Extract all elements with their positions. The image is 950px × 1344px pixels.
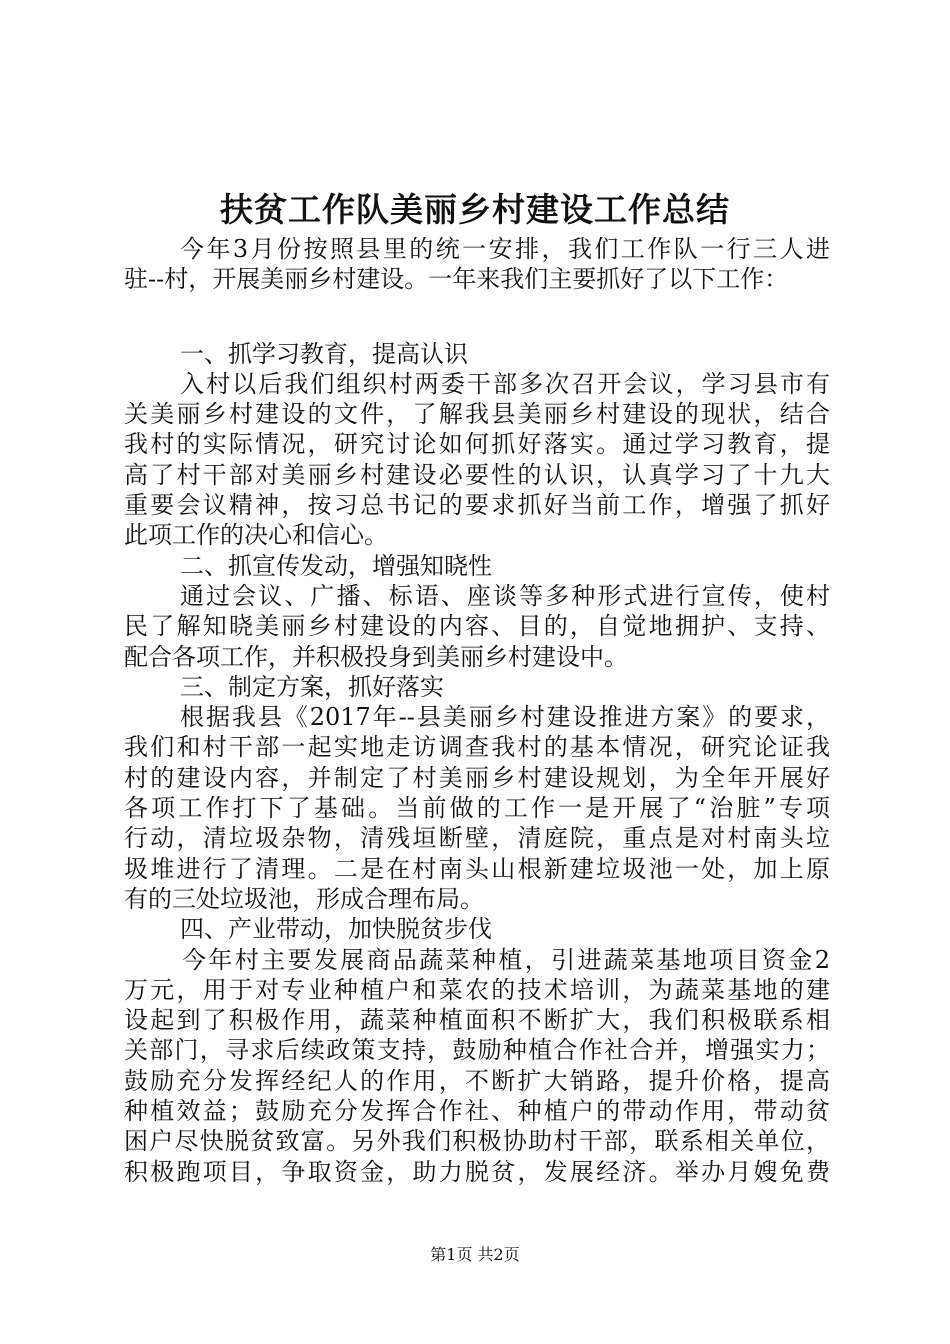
document-title: 扶贫工作队美丽乡村建设工作总结 bbox=[220, 190, 730, 229]
paragraph-line: 有的三处垃圾池，形成合理布局。 bbox=[124, 884, 484, 913]
paragraph-line: 入村以后我们组织村两委干部多次召开会议，学习县市有 bbox=[180, 369, 830, 398]
section-heading: 二、抓宣传发动，增强知晓性 bbox=[180, 551, 492, 580]
paragraph-line: 民了解知晓美丽乡村建设的内容、目的，自觉地拥护、支持、 bbox=[124, 612, 830, 641]
paragraph-line: 根据我县《2017年--县美丽乡村建设推进方案》的要求， bbox=[180, 703, 830, 732]
paragraph-line: 设起到了积极作用，蔬菜种植面积不断扩大，我们积极联系相 bbox=[124, 1006, 830, 1035]
paragraph-line: 今年村主要发展商品蔬菜种植，引进蔬菜基地项目资金2 bbox=[182, 945, 830, 974]
paragraph-line: 鼓励充分发挥经纪人的作用，不断扩大销路，提升价格，提高 bbox=[124, 1066, 830, 1095]
paragraph-line: 种植效益；鼓励充分发挥合作社、种植户的带动作用，带动贫 bbox=[124, 1097, 830, 1126]
section-heading: 四、产业带动，加快脱贫步伐 bbox=[180, 915, 492, 944]
section-heading: 三、制定方案，抓好落实 bbox=[180, 672, 444, 701]
paragraph-line: 村的建设内容，并制定了村美丽乡村建设规划，为全年开展好 bbox=[124, 763, 830, 792]
paragraph-line: 万元，用于对专业种植户和菜农的技术培训，为蔬菜基地的建 bbox=[124, 975, 830, 1004]
section-heading: 一、抓学习教育，提高认识 bbox=[180, 339, 468, 368]
paragraph-line: 通过会议、广播、标语、座谈等多种形式进行宣传，使村 bbox=[180, 581, 830, 610]
intro-line: 驻--村，开展美丽乡村建设。一年来我们主要抓好了以下工作： bbox=[124, 265, 789, 294]
paragraph-line: 高了村干部对美丽乡村建设必要性的认识，认真学习了十九大 bbox=[124, 460, 830, 489]
paragraph-line: 行动，清垃圾杂物，清残垣断壁，清庭院，重点是对村南头垃 bbox=[124, 824, 830, 853]
paragraph-line: 关美丽乡村建设的文件，了解我县美丽乡村建设的现状，结合 bbox=[124, 400, 830, 429]
paragraph-line: 各项工作打下了基础。当前做的工作一是开展了“治脏”专项 bbox=[124, 794, 830, 823]
page-number: 第1页 共2页 bbox=[430, 1245, 520, 1264]
paragraph-line: 积极跑项目，争取资金，助力脱贫，发展经济。举办月嫂免费 bbox=[124, 1157, 830, 1186]
intro-line: 今年3月份按照县里的统一安排，我们工作队一行三人进 bbox=[180, 235, 830, 263]
paragraph-line: 圾堆进行了清理。二是在村南头山根新建垃圾池一处，加上原 bbox=[124, 854, 830, 883]
paragraph-gap bbox=[124, 295, 830, 339]
paragraph-line: 困户尽快脱贫致富。另外我们积极协助村干部，联系相关单位， bbox=[124, 1127, 830, 1156]
document-body bbox=[124, 234, 830, 1187]
paragraph-line: 重要会议精神，按习总书记的要求抓好当前工作，增强了抓好 bbox=[124, 491, 830, 520]
paragraph-line: 关部门，寻求后续政策支持，鼓励种植合作社合并，增强实力； bbox=[124, 1036, 830, 1065]
paragraph-line: 此项工作的决心和信心。 bbox=[124, 521, 388, 550]
paragraph-line: 配合各项工作，并积极投身到美丽乡村建设中。 bbox=[124, 642, 628, 671]
paragraph-line: 我村的实际情况，研究讨论如何抓好落实。通过学习教育，提 bbox=[124, 430, 830, 459]
paragraph-line: 我们和村干部一起实地走访调查我村的基本情况，研究论证我 bbox=[124, 733, 830, 762]
